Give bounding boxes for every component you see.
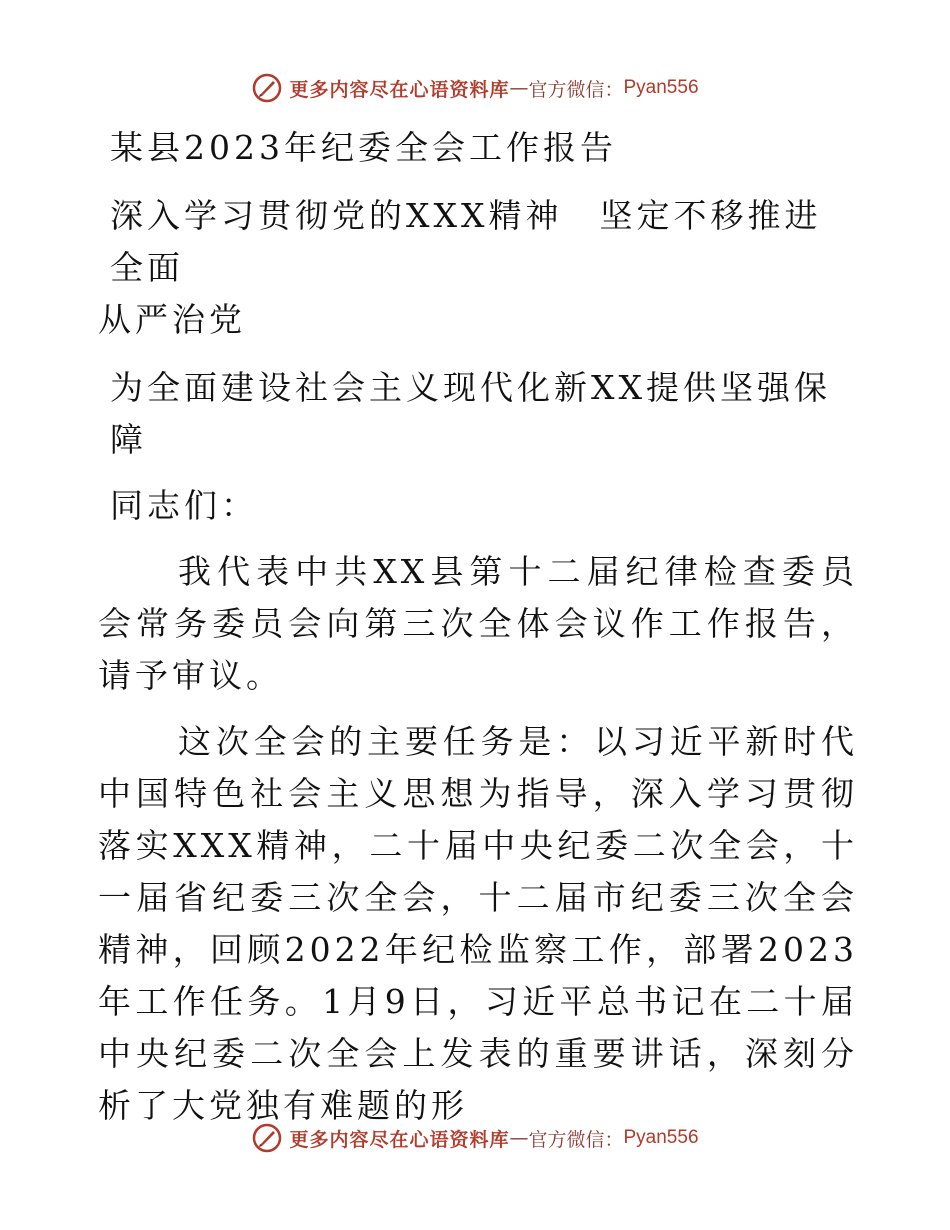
paragraph-2: 这次全会的主要任务是：以习近平新时代中国特色社会主义思想为指导，深入学习贯彻落实XXX精神，二十届中央纪委二次全会，十一届省纪委三次全会，十二届市纪委三次全会精神，回顾2022年纪检监察工作，部署2023年工作任务。1月9日，习近平总书记在二十届中央纪委二次全会上发表的重要讲话，深刻分析了大党独有难题的形 <box>98 722 858 1125</box>
header-banner <box>0 72 950 104</box>
banner-wechat-id: Pyan556 <box>623 1127 699 1148</box>
document-body <box>98 122 858 1132</box>
paragraph-1: 我代表中共XX县第十二届纪律检查委员会常务委员会向第三次全体会议作工作报告，请予审议。 <box>98 552 858 695</box>
document-title: 某县2023年纪委全会工作报告 <box>110 128 617 167</box>
document-subtitle-1a: 深入学习贯彻党的XXX精神 坚定不移推进全面 <box>110 196 822 287</box>
feather-logo-icon <box>251 72 283 104</box>
banner-wechat-id: Pyan556 <box>623 77 699 98</box>
feather-logo-icon <box>251 1122 283 1154</box>
banner-dash: — <box>509 1127 529 1149</box>
banner-sub-text: 官方微信： <box>528 78 624 101</box>
document-subtitle-2: 为全面建设社会主义现代化新XX提供坚强保障 <box>110 368 831 459</box>
greeting: 同志们： <box>110 486 258 525</box>
banner-main-text: 更多内容尽在心语资料库 <box>289 1128 510 1151</box>
banner-sub-text: 官方微信： <box>528 1128 624 1151</box>
document-subtitle-1b: 从严治党 <box>98 300 246 339</box>
footer-banner <box>0 1122 950 1154</box>
banner-main-text: 更多内容尽在心语资料库 <box>289 78 510 101</box>
banner-dash: — <box>509 77 529 99</box>
